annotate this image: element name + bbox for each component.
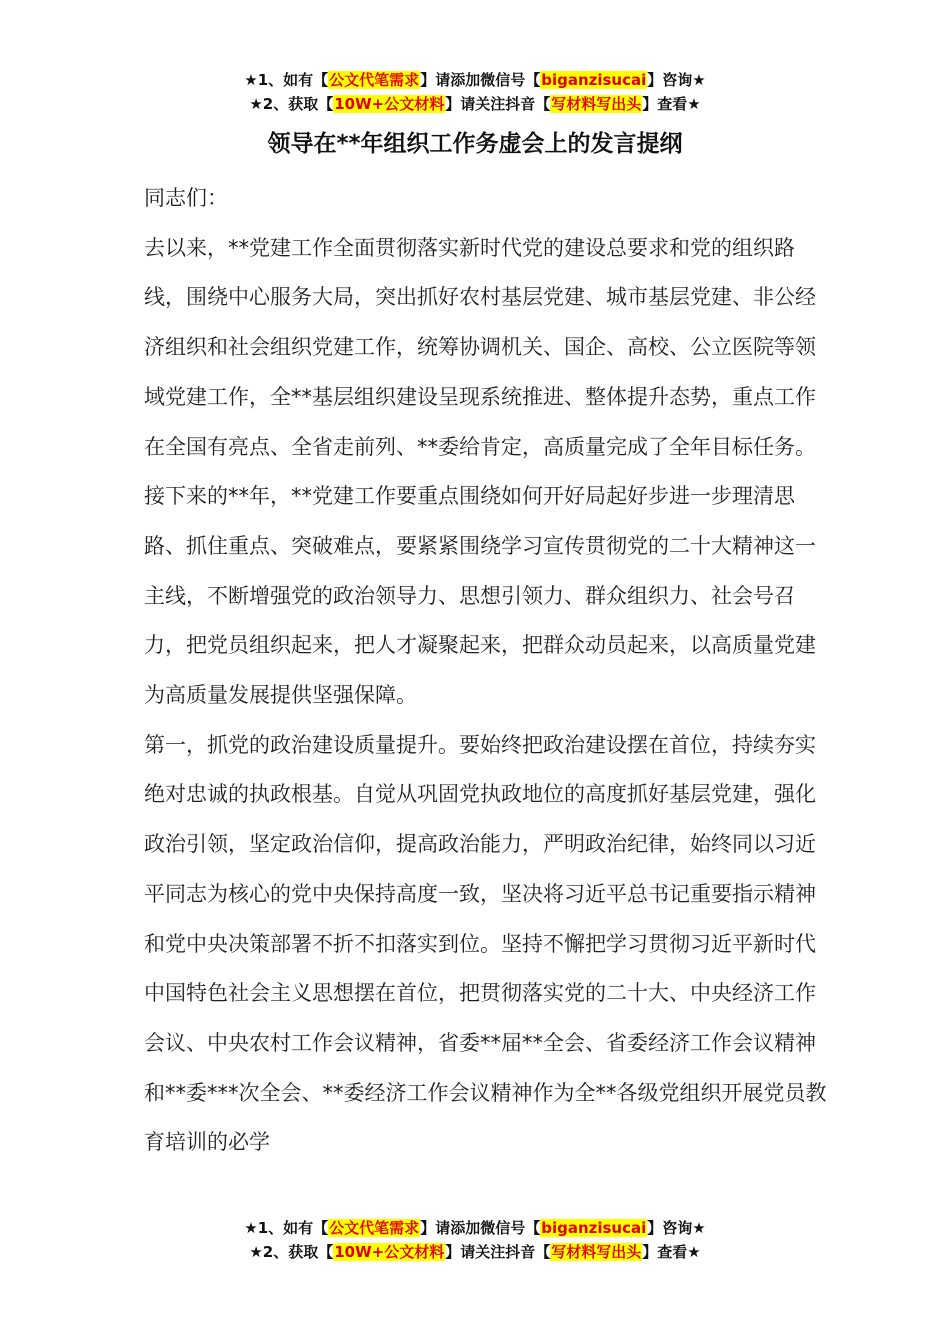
- promo-text: 】请关注抖音【: [445, 1243, 551, 1261]
- promo-highlight: 写材料写出头: [551, 95, 642, 113]
- promo-text: 】查看★: [642, 95, 701, 113]
- greeting: 同志们：: [144, 186, 228, 210]
- promo-line-1: [0, 1216, 950, 1240]
- paragraph: 去以来，**党建工作全面贯彻落实新时代党的建设总要求和党的组织路线，围绕中心服务大局，突出抓好农村基层党建、城市基层党建、非公经济组织和社会组织党建工作，统筹协调机关、国企、高校、公立医院等领域党建工作，全**基层组织建设呈现系统推进、整体提升态势，重点工作在全国有亮点、全省走前列、**委给肯定，高质量完成了全年目标任务。: [144, 235, 816, 459]
- promo-banner-top: [0, 68, 950, 116]
- promo-highlight: biganzisucai: [541, 1219, 647, 1237]
- promo-highlight: biganzisucai: [541, 71, 647, 89]
- promo-text: 】请添加微信号【: [420, 1219, 541, 1237]
- promo-text: 】请关注抖音【: [445, 95, 551, 113]
- promo-text: ★1、如有【: [244, 1219, 329, 1237]
- promo-text: ★2、获取【: [249, 95, 334, 113]
- document-body: [144, 174, 834, 1168]
- promo-text: ★2、获取【: [249, 1243, 334, 1261]
- promo-line-2: [0, 92, 950, 116]
- promo-highlight: 写材料写出头: [551, 1243, 642, 1261]
- promo-text: 】请添加微信号【: [420, 71, 541, 89]
- promo-line-1: [0, 68, 950, 92]
- promo-highlight: 10W+公文材料: [334, 1243, 445, 1261]
- promo-banner-bottom: [0, 1216, 950, 1264]
- promo-text: 】咨询★: [647, 1219, 706, 1237]
- promo-highlight: 10W+公文材料: [334, 95, 445, 113]
- paragraph: 接下来的**年，**党建工作要重点围绕如何开好局起好步进一步理清思路、抓住重点、突破难点，要紧紧围绕学习宣传贯彻党的二十大精神这一主线，不断增强党的政治领导力、思想引领力、群众组织力、社会号召力，把党员组织起来，把人才凝聚起来，把群众动员起来，以高质量党建为高质量发展提供坚强保障。: [144, 484, 816, 708]
- paragraph: 第一，抓党的政治建设质量提升。要始终把政治建设摆在首位，持续夯实绝对忠诚的执政根基。自觉从巩固党执政地位的高度抓好基层党建，强化政治引领，坚定政治信仰，提高政治能力，严明政治纪律，始终同以习近平同志为核心的党中央保持高度一致，坚决将习近平总书记重要指示精神和党中央决策部署不折不扣落实到位。坚持不懈把学习贯彻习近平新时代中国特色社会主义思想摆在首位，把贯彻落实党的二十大、中央经济工作会议、中央农村工作会议精神，省委**届**全会、省委经济工作会议精神和**委***次全会、**委经济工作会议精神作为全**各级党组织开展党员教育培训的必学: [144, 732, 827, 1155]
- promo-highlight: 公文代笔需求: [329, 1219, 420, 1237]
- promo-highlight: 公文代笔需求: [329, 71, 420, 89]
- promo-text: 】咨询★: [647, 71, 706, 89]
- document-title: 领导在**年组织工作务虚会上的发言提纲: [267, 131, 683, 157]
- promo-text: ★1、如有【: [244, 71, 329, 89]
- promo-text: 】查看★: [642, 1243, 701, 1261]
- promo-line-2: [0, 1240, 950, 1264]
